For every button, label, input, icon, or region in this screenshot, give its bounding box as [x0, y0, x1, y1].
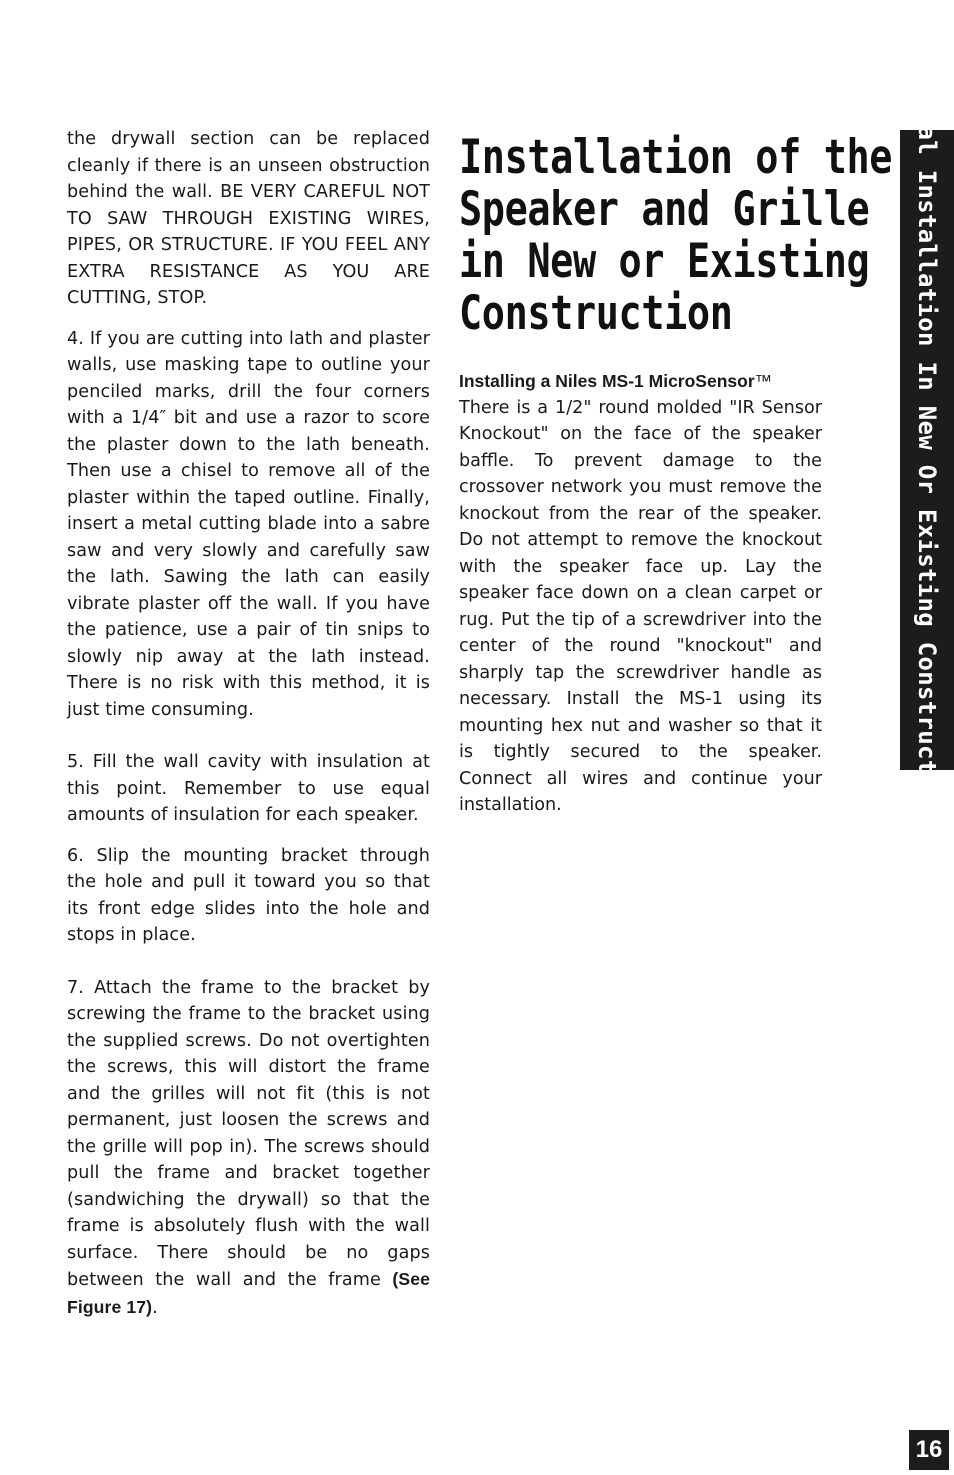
paragraph-step-4-lath-plaster: 4. If you are cutting into lath and plaster walls, use masking tape to outline your penciled marks, drill the four corners with a 1/4″ bit and use a razor to score the plaster down to the lath beneath. Then use a chisel to remove all of the plaster within the taped outline. Finally, insert a metal cutting blade into a sabre saw and very slowly and carefully saw the lath. Sawing the lath can easily vibrate plaster off the wall. If you have the patience, use a pair of tin snips to slowly nip away at the lath instead. There is no risk with this method, it is just time consuming. — [67, 328, 430, 720]
right-column — [459, 126, 893, 819]
subheading-text: Installing a Niles MS-1 MicroSensor — [459, 371, 755, 391]
paragraph-drywall-caution: the drywall section can be replaced cleanly if there is an unseen obstruction behind the wall. BE VERY CAREFUL NOT TO SAW THROUGH EXISTING WIRES, PIPES, OR STRUCTURE. IF YOU FEEL ANY EXTRA RESISTANCE AS YOU ARE CUTTING, STOP. — [67, 129, 430, 308]
left-column — [67, 126, 430, 1335]
microsensor-subheading — [459, 368, 822, 395]
chapter-side-tab-label: Final Installation In New Or Existing Construction — [913, 81, 941, 819]
paragraph-step-5-insulation: 5. Fill the wall cavity with insulation at this point. Remember to use equal amounts of insulation for each speaker. — [67, 752, 430, 825]
heading-line-4: Construction — [459, 286, 733, 341]
chapter-side-tab — [900, 81, 954, 819]
step-7-end: . — [152, 1297, 158, 1318]
section-heading — [459, 126, 893, 346]
heading-line-3: in New or Existing — [459, 234, 870, 289]
paragraph-step-7-frame — [67, 975, 430, 1322]
microsensor-instructions: There is a 1/2" round molded "IR Sensor Knockout" on the face of the speaker baffle. To prevent damage to the crossover network you must remove the knockout from the rear of the speaker. Do not attempt to remove the knockout with the speaker face up. Lay the speaker face down on a clean carpet or rug. Put the tip of a screwdriver into the center of the round "knockout" and sharply tap the screwdriver handle as necessary. Install the MS-1 using its mounting hex nut and washer so that it is tightly secured to the speaker. Connect all wires and continue your installation. — [459, 397, 822, 815]
page-number: 16 — [909, 1430, 949, 1470]
step-7-text: 7. Attach the frame to the bracket by screwing the frame to the bracket using the supplied screws. Do not overtighten the screws, this will distort the frame and the grilles will not fit (this is not permanent, just loosen the screws and the grille will pop in). The screws should pull the frame and bracket together (sandwiching the drywall) so that the frame is absolutely flush with the wall surface. There should be no gaps between the wall and the frame — [67, 977, 430, 1290]
figure-17-reference: (See Figure 17) — [67, 1269, 430, 1317]
heading-line-1: Installation of the — [459, 130, 893, 185]
trademark-symbol: ™ — [754, 371, 773, 391]
paragraph-step-6-bracket: 6. Slip the mounting bracket through the hole and pull it toward you so that its front edge slides into the hole and stops in place. — [67, 845, 430, 945]
heading-line-2: Speaker and Grille — [459, 182, 870, 237]
